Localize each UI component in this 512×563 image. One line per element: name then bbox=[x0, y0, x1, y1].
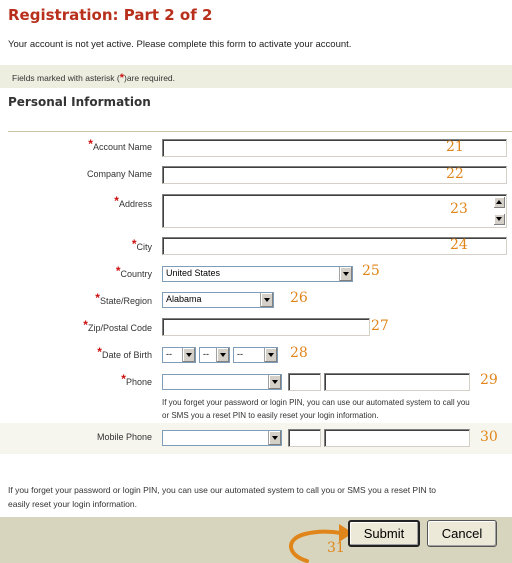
phone-country-select[interactable] bbox=[162, 374, 282, 390]
chevron-down-icon[interactable] bbox=[216, 348, 229, 362]
dob-year-select[interactable] bbox=[233, 347, 278, 363]
required-asterisk: * bbox=[119, 72, 124, 84]
dob-label bbox=[97, 347, 152, 361]
required-asterisk: * bbox=[95, 291, 100, 305]
city-label-text: City bbox=[136, 242, 152, 252]
city-label bbox=[132, 239, 152, 253]
required-asterisk: * bbox=[121, 372, 126, 386]
company-name-label: Company Name bbox=[86, 169, 152, 179]
submit-button[interactable]: Submit bbox=[348, 520, 420, 547]
account-name-label bbox=[88, 139, 152, 153]
marker-24: 24 bbox=[450, 237, 468, 253]
state-label-text: State/Region bbox=[99, 296, 152, 306]
country-label bbox=[116, 266, 152, 280]
mobile-phone-label: Mobile Phone bbox=[96, 432, 152, 442]
account-name-label-text: Account Name bbox=[92, 142, 152, 152]
dob-day-value: -- bbox=[203, 349, 209, 359]
phone-hint-line-1: If you forget your password or login PIN, you can use our automated system to call you bbox=[162, 398, 470, 407]
country-select[interactable] bbox=[162, 266, 353, 282]
marker-27: 27 bbox=[371, 318, 389, 334]
chevron-down-icon[interactable] bbox=[339, 267, 352, 281]
dob-day-select[interactable] bbox=[199, 347, 230, 363]
chevron-down-icon[interactable] bbox=[268, 375, 281, 389]
required-asterisk: * bbox=[83, 318, 88, 332]
intro-text: Your account is not yet active. Please complete this form to activate your account. bbox=[8, 39, 352, 50]
zip-label bbox=[83, 320, 152, 334]
mobile-number-input[interactable] bbox=[324, 429, 470, 447]
zip-label-text: Zip/Postal Code bbox=[87, 323, 152, 333]
marker-31: 31 bbox=[327, 540, 345, 556]
state-label bbox=[95, 293, 152, 307]
required-asterisk: * bbox=[115, 264, 121, 278]
address-label-text: Address bbox=[118, 199, 152, 209]
dob-label-text: Date of Birth bbox=[101, 350, 152, 360]
phone-hint bbox=[162, 396, 470, 422]
marker-25: 25 bbox=[362, 263, 380, 279]
required-asterisk: * bbox=[97, 345, 102, 359]
required-fields-note bbox=[0, 65, 512, 88]
address-scroll-up-icon[interactable] bbox=[494, 197, 505, 208]
country-label-text: Country bbox=[120, 269, 152, 279]
marker-23: 23 bbox=[450, 201, 468, 217]
required-asterisk: * bbox=[131, 237, 137, 251]
section-title: Personal Information bbox=[8, 95, 151, 109]
required-note-text-start: Fields marked with asterisk ( bbox=[12, 73, 120, 83]
zip-input[interactable] bbox=[162, 318, 370, 336]
address-scroll-down-icon[interactable] bbox=[494, 214, 505, 225]
required-asterisk: * bbox=[114, 194, 119, 208]
chevron-down-icon[interactable] bbox=[264, 348, 277, 362]
footer-note: If you forget your password or login PIN, you can use our automated system to call you or SMS you a reset PIN to easily reset your login information. bbox=[8, 485, 437, 509]
dob-month-value: -- bbox=[166, 349, 172, 359]
marker-30: 30 bbox=[480, 429, 498, 445]
chevron-down-icon[interactable] bbox=[268, 431, 281, 445]
phone-label bbox=[121, 374, 152, 388]
phone-number-input[interactable] bbox=[324, 373, 470, 391]
marker-21: 21 bbox=[446, 139, 464, 155]
marker-26: 26 bbox=[290, 290, 308, 306]
chevron-down-icon[interactable] bbox=[182, 348, 195, 362]
mobile-area-code-input[interactable] bbox=[288, 429, 321, 447]
required-asterisk: * bbox=[88, 137, 93, 151]
phone-hint-line-2: or SMS you a reset PIN to easily reset your login information. bbox=[162, 411, 379, 420]
phone-label-text: Phone bbox=[125, 377, 152, 387]
mobile-country-select[interactable] bbox=[162, 430, 282, 446]
marker-29: 29 bbox=[480, 372, 498, 388]
section-divider bbox=[8, 131, 512, 132]
address-label bbox=[114, 196, 152, 210]
state-selected-value: Alabama bbox=[166, 294, 202, 304]
marker-22: 22 bbox=[446, 166, 464, 182]
required-note-text-end: )are required. bbox=[123, 73, 176, 83]
phone-area-code-input[interactable] bbox=[288, 373, 321, 391]
dob-year-value: -- bbox=[237, 349, 243, 359]
chevron-down-icon[interactable] bbox=[260, 293, 273, 307]
dob-month-select[interactable] bbox=[162, 347, 196, 363]
page-title: Registration: Part 2 of 2 bbox=[8, 6, 213, 24]
state-select[interactable] bbox=[162, 292, 274, 308]
marker-28: 28 bbox=[290, 345, 308, 361]
country-selected-value: United States bbox=[166, 268, 221, 278]
cancel-button[interactable]: Cancel bbox=[427, 520, 497, 547]
